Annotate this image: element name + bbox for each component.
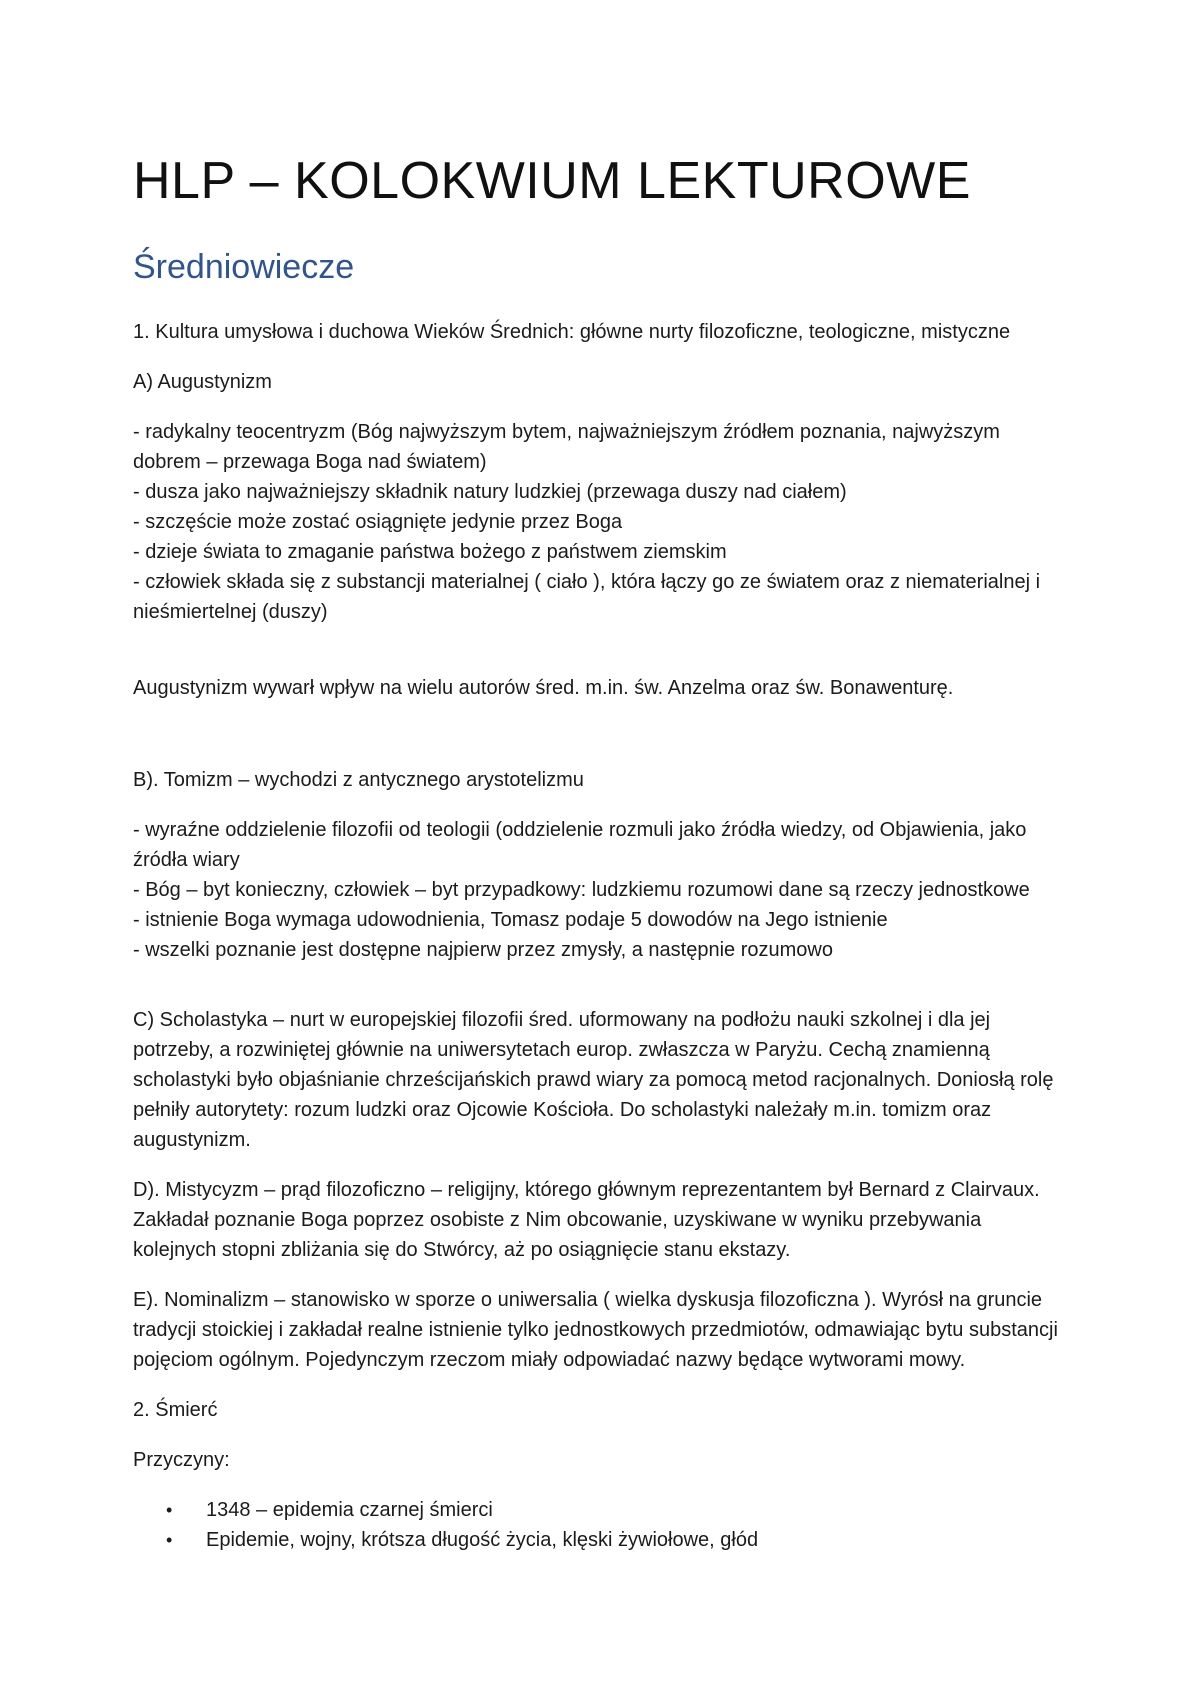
bullet-text: Epidemie, wojny, krótsza długość życia, klęski żywiołowe, głód — [206, 1528, 759, 1551]
augustynizm-point: - dzieje świata to zmaganie państwa bożego z państwem ziemskim — [133, 540, 727, 563]
tomizm-heading: B). Tomizm – wychodzi z antycznego arystotelizmu — [133, 768, 584, 791]
paragraph-q2: 2. Śmierć — [133, 1398, 218, 1421]
tomizm-point: - wszelki poznanie jest dostępne najpierw przez zmysły, a następnie rozumowo — [133, 938, 833, 961]
przyczyny-bullet-list — [133, 1495, 1068, 1555]
augustynizm-heading: A) Augustynizm — [133, 370, 272, 393]
section-heading-sredniowiecze: Średniowiecze — [133, 247, 355, 286]
bullet-item — [133, 1495, 1068, 1525]
mistycyzm-paragraph: D). Mistycyzm – prąd filozoficzno – religijny, którego głównym reprezentantem był Bernard z Clairvaux. Zakładał poznanie Boga poprzez osobiste z Nim obcowanie, uzyskiwane w wyniku przebywania kolejnych stopni zbliżania się do Stwórcy, aż po osiągnięcie stanu ekstazy. — [133, 1178, 1040, 1261]
nominalizm-paragraph: E). Nominalizm – stanowisko w sporze o uniwersalia ( wielka dyskusja filozoficzna ). Wyrósł na gruncie tradycji stoickiej i zakładał realne istnienie tylko jednostkowych przedmiotów, odmawiając bytu substancji pojęciom ogólnym. Pojedynczym rzeczom miały odpowiadać nazwy będące wytworami mowy. — [133, 1288, 1058, 1371]
bullet-icon: • — [166, 1499, 173, 1520]
tomizm-point: - Bóg – byt konieczny, człowiek – byt przypadkowy: ludzkiemu rozumowi dane są rzeczy jednostkowe — [133, 878, 1030, 901]
document-title: HLP – KOLOKWIUM LEKTUROWE — [133, 151, 971, 210]
augustynizm-point: - człowiek składa się z substancji materialnej ( ciało ), która łączy go ze światem oraz z niematerialnej i nieśmiertelnej (duszy) — [133, 570, 1041, 623]
paragraph-q1: 1. Kultura umysłowa i duchowa Wieków Średnich: główne nurty filozoficzne, teologiczne, mistyczne — [133, 320, 1011, 343]
bullet-icon: • — [166, 1529, 173, 1550]
augustynizm-point: - szczęście może zostać osiągnięte jedynie przez Boga — [133, 510, 623, 533]
scholastyka-paragraph: C) Scholastyka – nurt w europejskiej filozofii śred. uformowany na podłożu nauki szkolnej i dla jej potrzeby, a rozwiniętej głównie na uniwersytetach europ. zwłaszcza w Paryżu. Cechą znamienną scholastyki było objaśnianie chrześcijańskich prawd wiary za pomocą metod racjonalnych. Doniosłą rolę pełniły autorytety: rozum ludzki oraz Ojcowie Kościoła. Do scholastyki należały m.in. tomizm oraz augustynizm. — [133, 1008, 1054, 1151]
przyczyny-label: Przyczyny: — [133, 1448, 230, 1471]
augustynizm-note: Augustynizm wywarł wpływ na wielu autorów śred. m.in. św. Anzelma oraz św. Bonawenturę. — [133, 676, 954, 699]
bullet-text: 1348 – epidemia czarnej śmierci — [206, 1498, 493, 1521]
augustynizm-point: - dusza jako najważniejszy składnik natury ludzkiej (przewaga duszy nad ciałem) — [133, 480, 847, 503]
tomizm-point: - wyraźne oddzielenie filozofii od teologii (oddzielenie rozmuli jako źródła wiedzy, od Objawienia, jako źródła wiary — [133, 818, 1027, 871]
tomizm-points — [133, 815, 1068, 965]
augustynizm-point: - radykalny teocentryzm (Bóg najwyższym bytem, najważniejszym źródłem poznania, najwyższym dobrem – przewaga Boga nad światem) — [133, 420, 1000, 473]
augustynizm-points — [133, 417, 1068, 627]
tomizm-point: - istnienie Boga wymaga udowodnienia, Tomasz podaje 5 dowodów na Jego istnienie — [133, 908, 888, 931]
bullet-item — [133, 1525, 1068, 1555]
